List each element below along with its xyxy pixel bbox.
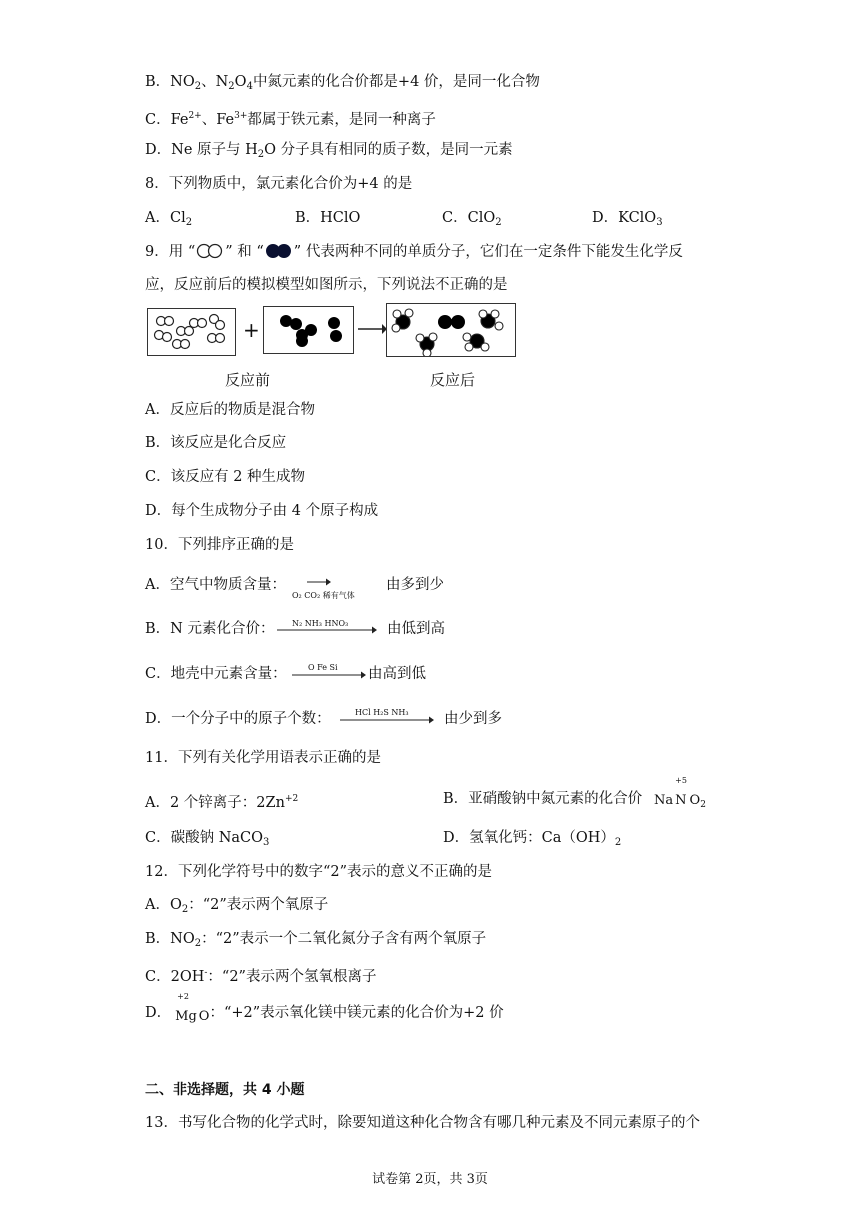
q10-option-a: A．空气中物质含量： bbox=[145, 577, 286, 593]
q10-d-arrow-icon bbox=[339, 714, 435, 726]
q8-option-d: D．KClO$_3$ bbox=[592, 210, 663, 228]
plus-sign: + bbox=[243, 318, 260, 342]
q8-stem: 8．下列物质中，氯元素化合价为+4 的是 bbox=[145, 176, 413, 192]
q10-a-arrow-icon bbox=[306, 576, 332, 588]
reaction-arrow-icon bbox=[356, 322, 388, 336]
white-molecule-icon bbox=[195, 243, 225, 259]
black-molecule-icon bbox=[264, 243, 294, 259]
q7-option-b: B．$NO_2$、$N_2O_4$中氮元素的化合价都是+4 价，是同一化合物 bbox=[145, 74, 540, 92]
before-reactant-box-1 bbox=[147, 308, 236, 356]
q10-stem: 10．下列排序正确的是 bbox=[145, 537, 294, 553]
q8-option-a: A．$Cl_2$ bbox=[145, 210, 193, 228]
q10-b-arrow-icon bbox=[276, 624, 378, 636]
q10-option-c: C．地壳中元素含量： bbox=[145, 666, 287, 682]
product-molecules-group bbox=[387, 304, 515, 356]
q9-option-d: D．每个生成物分子由 4 个原子构成 bbox=[145, 503, 379, 519]
q11-option-d: D．氢氧化钙：$Ca(OH)_2$ bbox=[443, 830, 622, 848]
q9-option-a: A．反应后的物质是混合物 bbox=[145, 402, 315, 418]
section-heading: 二、非选择题，共 4 小题 bbox=[145, 1082, 305, 1098]
q12-option-b: B．$NO_2$：“2”表示一个二氧化氮分子含有两个氧原子 bbox=[145, 931, 487, 949]
q12-option-c: C．2OH-：“2”表示两个氢氧根离子 bbox=[145, 968, 377, 985]
q8-option-b: B．HClO bbox=[295, 210, 361, 226]
q9-option-b: B．该反应是化合反应 bbox=[145, 435, 287, 451]
q10-d-order-items: HCl H₂S NH₃ bbox=[355, 708, 409, 717]
q10-a-order-items: O₂ CO₂ 稀有气体 bbox=[292, 591, 355, 600]
q8-option-c: C．ClO$_2$ bbox=[442, 210, 502, 228]
q10-option-b: B．N 元素化合价： bbox=[145, 621, 275, 637]
q9-stem-line2: 应，反应前后的模拟模型如图所示，下列说法不正确的是 bbox=[145, 277, 508, 293]
q7-option-c: C．$Fe^{2+}$、$Fe^{3+}$都属于铁元素，是同一种离子 bbox=[145, 111, 436, 128]
q10-a-tail: 由多到少 bbox=[386, 577, 444, 593]
caption-after: 反应后 bbox=[430, 371, 476, 389]
q9-option-c: C．该反应有 2 种生成物 bbox=[145, 469, 306, 485]
q13-stem: 13．书写化合物的化学式时，除要知道这种化合物含有哪几种元素及不同元素原子的个 bbox=[145, 1115, 700, 1131]
q12-option-a: A．$O_2$：“2”表示两个氧原子 bbox=[145, 897, 329, 915]
caption-before: 反应前 bbox=[225, 371, 271, 389]
q10-c-order-items: O Fe Si bbox=[308, 663, 338, 672]
q10-option-d: D．一个分子中的原子个数： bbox=[145, 711, 331, 727]
before-reactant-box-2 bbox=[263, 306, 354, 354]
q12-option-d: D． +2 Mg O：“+2”表示氧化镁中镁元素的化合价为+2 价 bbox=[145, 992, 504, 1024]
after-product-box bbox=[386, 303, 516, 357]
q11-option-c: C．碳酸钠 NaCO$_3$ bbox=[145, 830, 270, 848]
q10-c-arrow-icon bbox=[291, 669, 367, 681]
q9-stem-line1: 9．用 “ ” 和 “ ” 代表两种不同的单质分子，它们在一定条件下能发生化学反 bbox=[145, 244, 683, 260]
q12-stem: 12．下列化学符号中的数字“2”表示的意义不正确的是 bbox=[145, 864, 492, 880]
q11-stem: 11．下列有关化学用语表示正确的是 bbox=[145, 750, 381, 766]
q10-b-tail: 由低到高 bbox=[387, 621, 445, 637]
q10-d-tail: 由少到多 bbox=[444, 711, 502, 727]
page-footer: 试卷第 2页，共 3页 bbox=[372, 1172, 488, 1187]
q10-c-tail: 由高到低 bbox=[368, 666, 426, 682]
q7-option-d: D．Ne 原子与 $H_2O$ 分子具有相同的质子数，是同一元素 bbox=[145, 142, 513, 160]
black-molecules-group bbox=[264, 307, 353, 353]
q11-b-formula: Na +5 N $O_2$ bbox=[654, 776, 706, 810]
q11-option-a: A．2 个锌离子：$2Zn^{+2}$ bbox=[145, 794, 299, 811]
q11-option-b: B．亚硝酸钠中氮元素的化合价 bbox=[443, 791, 643, 807]
white-molecules-group bbox=[148, 309, 235, 355]
q10-b-order-items: N₂ NH₃ HNO₃ bbox=[292, 619, 349, 628]
